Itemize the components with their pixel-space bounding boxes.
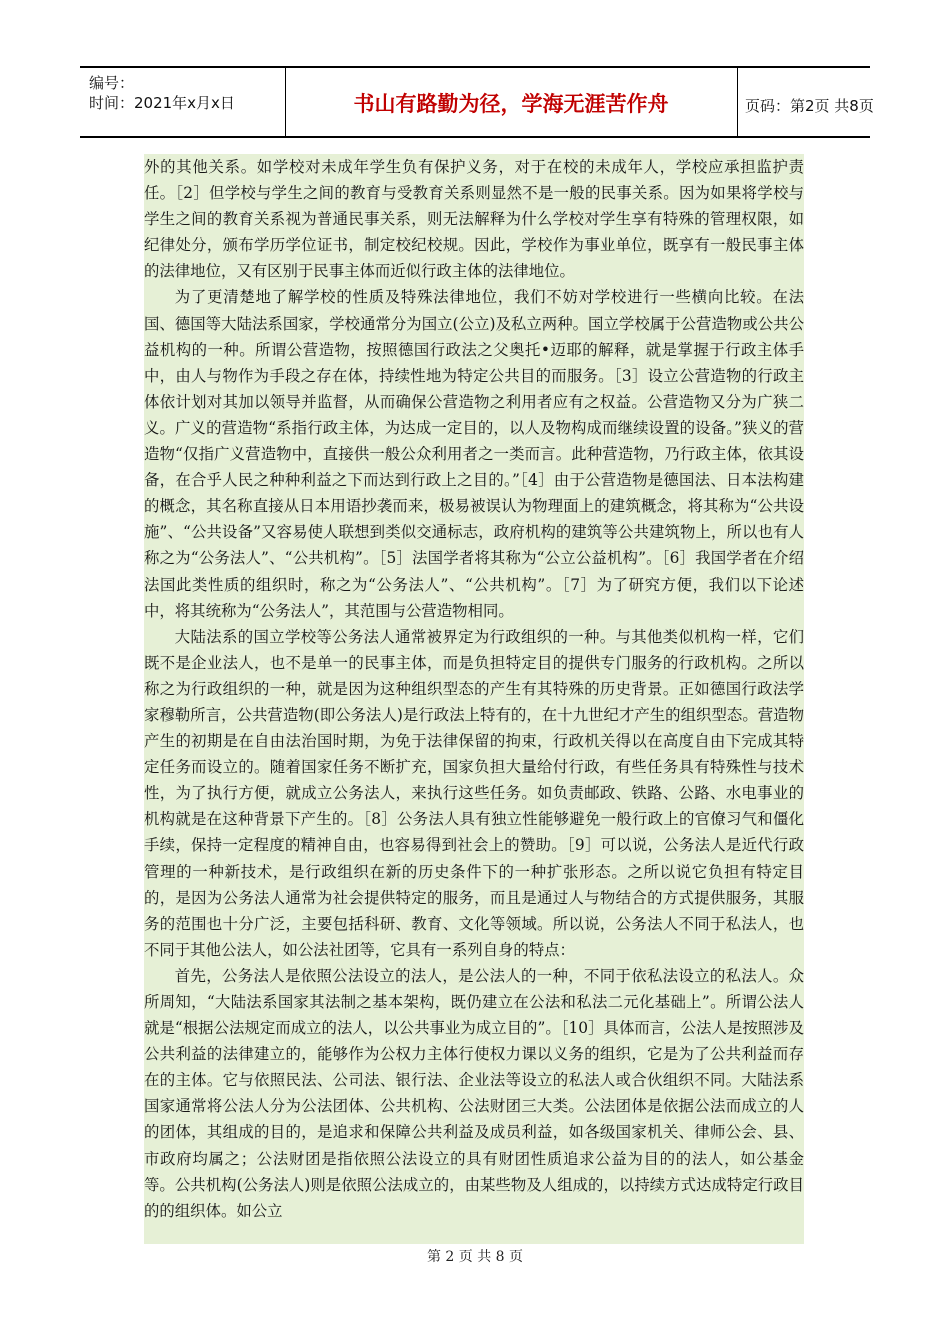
page-footer: 第 2 页 共 8 页 bbox=[426, 1249, 524, 1265]
motto-text: 书山有路勤为径，学海无涯苦作舟 bbox=[353, 92, 669, 116]
header-motto-cell bbox=[285, 68, 738, 136]
paragraph: 外的其他关系。如学校对未成年学生负有保护义务，对于在校的未成年人，学校应承担监护责任。［2］但学校与学生之间的教育与受教育关系则显然不是一般的民事关系。因为如果将学校与学生之间的教育关系视为普通民事关系，则无法解释为什么学校对学生享有特殊的管理权限，如纪律处分，颁布学历学位证书，制定校纪校规。因此，学校作为事业单位，既享有一般民事主体的法律地位，又有区别于民事主体而近似行政主体的法律地位。 bbox=[144, 158, 804, 281]
page-header bbox=[80, 66, 874, 138]
serial-number-label: 编号： bbox=[89, 74, 135, 92]
page-code-label: 页码：第2页 共8页 bbox=[745, 97, 874, 115]
paragraph: 首先，公务法人是依照公法设立的法人，是公法人的一种，不同于依私法设立的私法人。众所周知，“大陆法系国家其法制之基本架构，既仍建立在公法和私法二元化基础上”。所谓公法人就是“根据公法规定而成立的法人，以公共事业为成立目的”。［10］具体而言，公法人是按照涉及公共利益的法律建立的，能够作为公权力主体行使权力课以义务的组织，它是为了公共利益而存在的主体。它与依照民法、公司法、银行法、企业法等设立的私法人或合伙组织不同。大陆法系国家通常将公法人分为公法团体、公共机构、公法财团三大类。公法团体是依据公法而成立的人的团体，其组成的目的，是追求和保障公共利益及成员利益，如各级国家机关、律师公会、县、市政府均属之；公法财团是指依照公法设立的具有财团性质追求公益为目的的法人，如公基金等。公共机构(公务法人)则是依照公法成立的，由某些物及人组成的，以持续方式达成特定行政目的的组织体。如公立 bbox=[144, 966, 804, 1220]
date-label: 时间：2021年x月x日 bbox=[89, 94, 235, 112]
header-meta-cell bbox=[80, 68, 286, 136]
header-page-cell bbox=[737, 68, 874, 136]
body-text bbox=[144, 154, 804, 1244]
paragraph: 为了更清楚地了解学校的性质及特殊法律地位，我们不妨对学校进行一些横向比较。在法国、德国等大陆法系国家，学校通常分为国立(公立)及私立两种。国立学校属于公营造物或公共公益机构的一种。所谓公营造物，按照德国行政法之父奥托•迈耶的解释，就是掌握于行政主体手中，由人与物作为手段之存在体，持续性地为特定公共目的而服务。［3］设立公营造物的行政主体依计划对其加以领导并监督，从而确保公营造物之利用者应有之权益。公营造物又分为广狭二义。广义的营造物“系指行政主体，为达成一定目的，以人及物构成而继续设置的设备。”狭义的营造物“仅指广义营造物中，直接供一般公众利用者之一类而言。此种营造物，乃行政主体，依其设备，在合乎人民之种种利益之下而达到行政上之目的。”［4］由于公营造物是德国法、日本法构建的概念，其名称直接从日本用语抄袭而来，极易被误认为物理面上的建筑概念，将其称为“公共设施”、“公共设备”又容易使人联想到类似交通标志，政府机构的建筑等公共建筑物上，所以也有人称之为“公务法人”、“公共机构”。［5］法国学者将其称为“公立公益机构”。［6］我国学者在介绍法国此类性质的组织时，称之为“公务法人”、“公共机构”。［7］为了研究方便，我们以下论述中，将其统称为“公务法人”，其范围与公营造物相同。 bbox=[144, 288, 804, 620]
paragraph: 大陆法系的国立学校等公务法人通常被界定为行政组织的一种。与其他类似机构一样，它们既不是企业法人，也不是单一的民事主体，而是负担特定目的提供专门服务的行政机构。之所以称之为行政组织的一种，就是因为这种组织型态的产生有其特殊的历史背景。正如德国行政法学家穆勒所言，公共营造物(即公务法人)是行政法上特有的，在十九世纪才产生的组织型态。营造物产生的初期是在自由法治国时期，为免于法律保留的拘束，行政机关得以在高度自由下完成其特定任务而设立的。随着国家任务不断扩充，国家负担大量给付行政，有些任务具有特殊性与技术性，为了执行方便，就成立公务法人，来执行这些任务。如负责邮政、铁路、公路、水电事业的机构就是在这种背景下产生的。［8］公务法人具有独立性能够避免一般行政上的官僚习气和僵化手续，保持一定程度的精神自由，也容易得到社会上的赞助。［9］可以说，公务法人是近代行政管理的一种新技术，是行政组织在新的历史条件下的一种扩张形态。之所以说它负担有特定目的，是因为公务法人通常为社会提供特定的服务，而且是通过人与物结合的方式提供服务，其服务的范围也十分广泛，主要包括科研、教育、文化等领域。所以说，公务法人不同于私法人，也不同于其他公法人，如公法社团等，它具有一系列自身的特点： bbox=[144, 627, 804, 959]
